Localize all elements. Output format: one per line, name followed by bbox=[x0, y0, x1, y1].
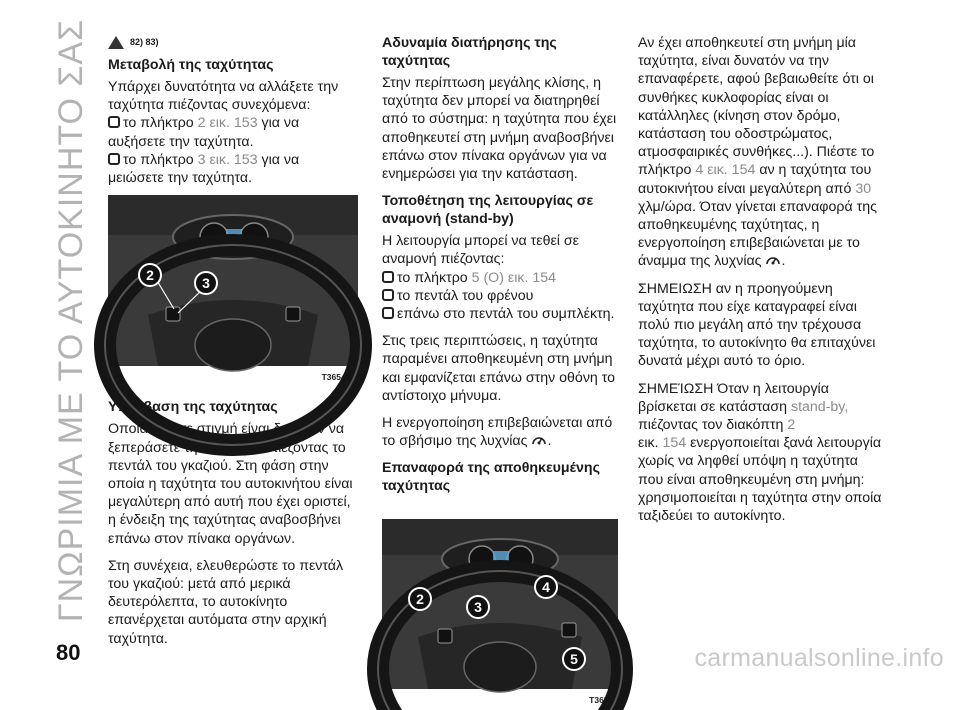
standby-heading: Τοποθέτηση της λειτουργίας σε αναμονή (stand-by) bbox=[382, 193, 594, 228]
figure-153 bbox=[108, 195, 358, 366]
cruise-control-lamp-icon bbox=[765, 253, 781, 267]
cruise-control-lamp-icon bbox=[531, 433, 547, 447]
speed-change-heading: Μεταβολή της ταχύτητας bbox=[108, 57, 274, 73]
page-number: 80 bbox=[56, 640, 81, 665]
overtake-paragraph-1: Οποιαδήποτε στιγμή είναι δυνατόν να ξεπεράσετε την ταχύτητα πιέζοντας το πεντάλ του γκαζιού. Στη φάση στην οποία η ταχύτητα του αυτοκινήτου είναι μεγαλύτερη από αυτή που έχει οριστεί, η ένδειξη της ταχύτητας αναβοσβήνει επάνω στον πίνακα οργάνων. bbox=[108, 421, 353, 547]
warning-refs-text: 82) 83) bbox=[130, 36, 159, 47]
callout-3: 3 bbox=[194, 271, 218, 295]
callout-2: 2 bbox=[138, 263, 162, 287]
callout-2: 2 bbox=[408, 587, 432, 611]
figure-154-caption: 154 T36544 bbox=[382, 695, 618, 706]
key-bullet-icon bbox=[108, 116, 120, 128]
inability-heading: Αδυναμία διατήρησης της ταχύτητας bbox=[382, 35, 557, 69]
column-3 bbox=[638, 34, 882, 534]
chapter-side-title bbox=[52, 10, 92, 630]
key-bullet-icon bbox=[108, 153, 120, 165]
callout-3: 3 bbox=[466, 595, 490, 619]
figure-153-caption: 153 T36544-1 bbox=[108, 372, 358, 383]
inability-paragraph: Στην περίπτωση μεγάλης κλίσης, η ταχύτητα δεν μπορεί να διατηρηθεί από το σύστημα: η ταχύτητα που έχει αποθηκευτεί στη μνήμη αναβοσβήνει επάνω στον πίνακα οργάνων για να ενημερώσει για την κατάσταση. bbox=[382, 75, 617, 183]
figure-154 bbox=[382, 519, 618, 689]
chapter-title-text: ΓΝΩΡΙΜΙΑ ΜΕ ΤΟ ΑΥΤΟΚΙΝΗΤΟ ΣΑΣ bbox=[52, 18, 91, 622]
standby-paragraph-2: Στις τρεις περιπτώσεις, η ταχύτητα παραμένει αποθηκευμένη στη μνήμη και εμφανίζεται επάνω στην οθόνη το αντίστοιχο μήνυμα. bbox=[382, 333, 616, 404]
key-bullet-icon bbox=[382, 289, 394, 301]
key-bullet-icon bbox=[382, 271, 394, 283]
warning-references bbox=[108, 34, 358, 50]
overtake-paragraph-2: Στη συνέχεια, ελευθερώστε το πεντάλ του γκαζιού: μετά από μερικά δευτερόλεπτα, το αυτοκίνητο επανέρχεται αυτόματα στην αρχική ταχύτητα. bbox=[108, 557, 344, 647]
note-paragraph-1: ΣΗΜΕΙΩΣΗ αν η προηγούμενη ταχύτητα που είχε καταγραφεί είναι πολύ πιο μεγάλη από την τρέχουσα ταχύτητα, το αυτοκίνητο θα επιταχύνει δυνατά μέχρι αυτό το όριο. bbox=[638, 280, 876, 370]
standby-list: Η λειτουργία μπορεί να τεθεί σε αναμονή πιέζοντας: το πλήκτρο 5 (O) εικ. 154 το πεντάλ του φρένου επάνω στο πεντάλ του συμπλέκτη. bbox=[382, 233, 615, 323]
restore-heading: Επαναφορά της αποθηκευμένης ταχύτητας bbox=[382, 460, 600, 495]
watermark: carmanualsonline.info bbox=[694, 644, 944, 672]
key-bullet-icon bbox=[382, 307, 394, 319]
callout-4: 4 bbox=[534, 575, 558, 599]
note-paragraph-2: ΣΗΜΕΊΩΣΗ Όταν η λειτουργία βρίσκεται σε κατάσταση stand-by, πιέζοντας τον διακόπτη 2 εικ. 154 ενεργοποιείται ξανά λειτουργία χωρίς να ληφθεί υπόψη η ταχύτητα που είναι αποθηκευμένη στη μνήμη: χρησιμοποιείται η ταχύτητα στην οποία ταξιδεύει το αυτοκίνητο. bbox=[638, 380, 882, 525]
overtake-heading: Υπέρβαση της ταχύτητας bbox=[108, 399, 278, 416]
warning-triangle-icon bbox=[108, 36, 124, 49]
column-1 bbox=[108, 34, 358, 657]
standby-paragraph-3: Η ενεργοποίηση επιβεβαιώνεται από το σβήσιμο της λυχνίας . bbox=[382, 415, 613, 450]
column-2 bbox=[382, 34, 618, 710]
restore-paragraph-1: Αν έχει αποθηκευτεί στη μνήμη μία ταχύτητα, είναι δυνατόν να την επαναφέρετε, αφού βεβαιωθείτε ότι οι συνθήκες κυκλοφορίας είναι οι κατάλληλες (κίνηση στον δρόμο, κατάσταση του οδοστρώματος, ατμοσφαιρικές συνθήκες...). Πιέστε το πλήκτρο 4 εικ. 154 αν η ταχύτητα του αυτοκινήτου είναι μεγαλύτερη από 30 χλμ/ώρα. Όταν γίνεται επαναφορά της αποθηκευμένης ταχύτητας, η ενεργοποίηση επιβεβαιώνεται με το άναμμα της λυχνίας . bbox=[638, 35, 877, 270]
speed-change-intro: Υπάρχει δυνατότητα να αλλάξετε την ταχύτητα πιέζοντας συνεχόμενα: το πλήκτρο 2 εικ. 153 για να αυξήσετε την ταχύτητα. το πλήκτρο 3 εικ. 153 για να μειώσετε την ταχύτητα. bbox=[108, 79, 339, 187]
callout-5: 5 bbox=[562, 647, 586, 671]
